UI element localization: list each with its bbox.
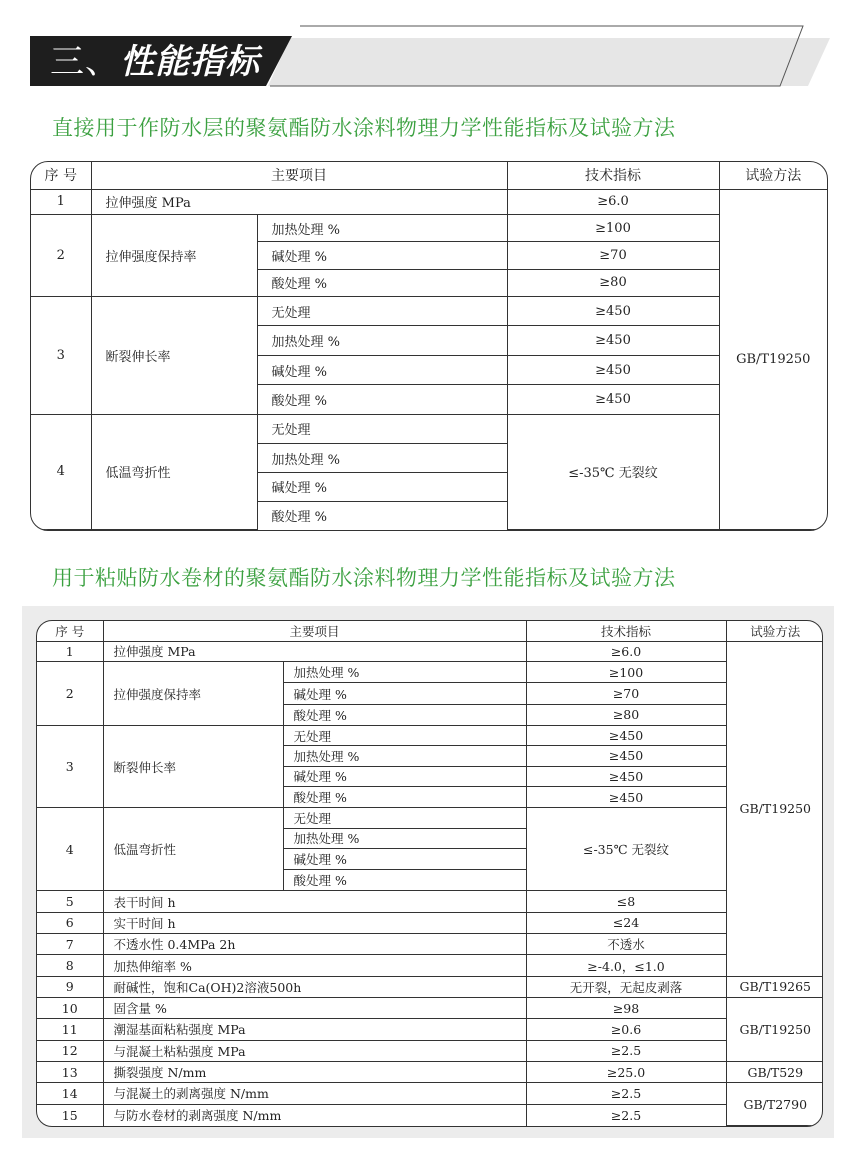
row-no: 3 [37,726,103,808]
col-header-method: 试验方法 [726,621,823,641]
table-row [37,641,823,661]
row-value: ≥80 [507,269,719,296]
row-value: ≥2.5 [526,1104,726,1125]
section-banner [0,0,860,100]
table1 [31,162,827,530]
row-no: 2 [31,215,91,297]
row-no: 1 [31,189,91,214]
table-row [37,934,823,955]
row-no: 1 [37,641,103,661]
row-item: 拉伸强度 MPa [103,641,526,661]
row-sub: 碱处理 % [283,766,526,786]
table-row [37,1040,823,1061]
row-sub: 酸处理 % [257,385,507,414]
row-value: ≤-35℃ 无裂纹 [526,808,726,891]
row-item: 断裂伸长率 [103,726,283,808]
row-no: 15 [37,1104,103,1125]
table2-frame [36,620,823,1127]
row-no: 8 [37,955,103,976]
row-no: 3 [31,297,91,414]
row-value: ≥100 [507,215,719,242]
banner-light-band [268,38,830,86]
table-row [31,189,827,214]
row-item: 与防水卷材的剥离强度 N/mm [103,1104,526,1125]
row-method: GB/T529 [726,1061,823,1082]
table-row [37,808,823,828]
row-item: 表干时间 h [103,891,526,912]
row-value: ≥70 [507,242,719,269]
row-no: 13 [37,1061,103,1082]
row-value: ≥2.5 [526,1040,726,1061]
row-sub: 无处理 [257,297,507,326]
col-header-item: 主要项目 [103,621,526,641]
row-value: ≤8 [526,891,726,912]
row-sub: 碱处理 % [257,473,507,501]
row-value: ≥450 [507,326,719,355]
row-item: 实干时间 h [103,912,526,933]
row-method: GB/T2790 [726,1083,823,1126]
row-sub: 酸处理 % [283,786,526,807]
row-method: GB/T19265 [726,976,823,997]
table-row [37,1083,823,1104]
row-item: 拉伸强度保持率 [103,662,283,726]
row-item: 与混凝土粘粘强度 MPa [103,1040,526,1061]
table-row [31,297,827,326]
table-row [37,662,823,683]
row-item: 潮湿基面粘粘强度 MPa [103,1019,526,1040]
row-sub: 酸处理 % [257,269,507,296]
row-sub: 无处理 [283,726,526,746]
row-value: ≥6.0 [526,641,726,661]
row-method: GB/T19250 [719,189,827,529]
row-sub: 碱处理 % [283,683,526,704]
row-item: 固含量 % [103,998,526,1019]
row-value: ≥450 [526,786,726,807]
banner-title-text: 性能指标 [120,42,260,82]
row-no: 2 [37,662,103,726]
row-value: ≥100 [526,662,726,683]
row-value: ≥25.0 [526,1061,726,1082]
row-no: 5 [37,891,103,912]
row-value: 无开裂，无起皮剥落 [526,976,726,997]
row-no: 10 [37,998,103,1019]
table1-frame [30,161,828,531]
row-no: 11 [37,1019,103,1040]
row-value: ≥450 [526,746,726,766]
table-row [31,414,827,443]
banner-title [50,38,260,86]
row-sub: 无处理 [283,808,526,828]
row-value: ≥2.5 [526,1083,726,1104]
table-row [37,726,823,746]
row-item: 拉伸强度 MPa [91,189,507,214]
row-item: 撕裂强度 N/mm [103,1061,526,1082]
table-row [37,1104,823,1125]
row-no: 14 [37,1083,103,1104]
table-row [37,998,823,1019]
col-header-no: 序 号 [37,621,103,641]
table-row [31,215,827,242]
row-sub: 碱处理 % [283,848,526,869]
row-value: ≤24 [526,912,726,933]
table-row [37,1019,823,1040]
section2-heading: 用于粘贴防水卷材的聚氨酯防水涂料物理力学性能指标及试验方法 [52,566,676,590]
row-sub: 加热处理 % [283,746,526,766]
row-value: ≤-35℃ 无裂纹 [507,414,719,529]
row-sub: 酸处理 % [283,704,526,725]
row-method: GB/T19250 [726,641,823,976]
row-sub: 加热处理 % [257,215,507,242]
row-no: 7 [37,934,103,955]
row-sub: 加热处理 % [257,443,507,472]
row-item: 加热伸缩率 % [103,955,526,976]
table2 [37,621,823,1126]
row-value: 不透水 [526,934,726,955]
table-header-row [37,621,823,641]
row-value: ≥80 [526,704,726,725]
col-header-value: 技术指标 [526,621,726,641]
row-no: 4 [31,414,91,529]
row-method: GB/T19250 [726,998,823,1062]
row-item: 拉伸强度保持率 [91,215,257,297]
row-value: ≥450 [507,355,719,384]
col-header-value: 技术指标 [507,162,719,189]
row-sub: 无处理 [257,414,507,443]
row-sub: 碱处理 % [257,355,507,384]
row-no: 4 [37,808,103,891]
table-row [37,891,823,912]
row-value: ≥-4.0，≤1.0 [526,955,726,976]
table-header-row [31,162,827,189]
table-row [37,955,823,976]
row-sub: 加热处理 % [283,662,526,683]
row-item: 与混凝土的剥离强度 N/mm [103,1083,526,1104]
table-row [37,976,823,997]
row-value: ≥450 [526,726,726,746]
row-item: 低温弯折性 [103,808,283,891]
table-row [37,1061,823,1082]
row-sub: 加热处理 % [283,828,526,848]
section1-heading: 直接用于作防水层的聚氨酯防水涂料物理力学性能指标及试验方法 [52,116,676,140]
row-no: 6 [37,912,103,933]
row-sub: 酸处理 % [283,870,526,891]
row-sub: 碱处理 % [257,242,507,269]
col-header-method: 试验方法 [719,162,827,189]
col-header-item: 主要项目 [91,162,507,189]
row-item: 耐碱性，饱和Ca(OH)2溶液500h [103,976,526,997]
row-item: 低温弯折性 [91,414,257,529]
row-value: ≥6.0 [507,189,719,214]
row-item: 断裂伸长率 [91,297,257,414]
row-value: ≥450 [507,385,719,414]
row-value: ≥450 [526,766,726,786]
row-item: 不透水性 0.4MPa 2h [103,934,526,955]
row-value: ≥0.6 [526,1019,726,1040]
row-value: ≥98 [526,998,726,1019]
row-value: ≥70 [526,683,726,704]
row-sub: 酸处理 % [257,501,507,529]
banner-number: 三、 [50,42,120,82]
col-header-no: 序 号 [31,162,91,189]
row-sub: 加热处理 % [257,326,507,355]
row-no: 12 [37,1040,103,1061]
row-value: ≥450 [507,297,719,326]
row-no: 9 [37,976,103,997]
table-row [37,912,823,933]
